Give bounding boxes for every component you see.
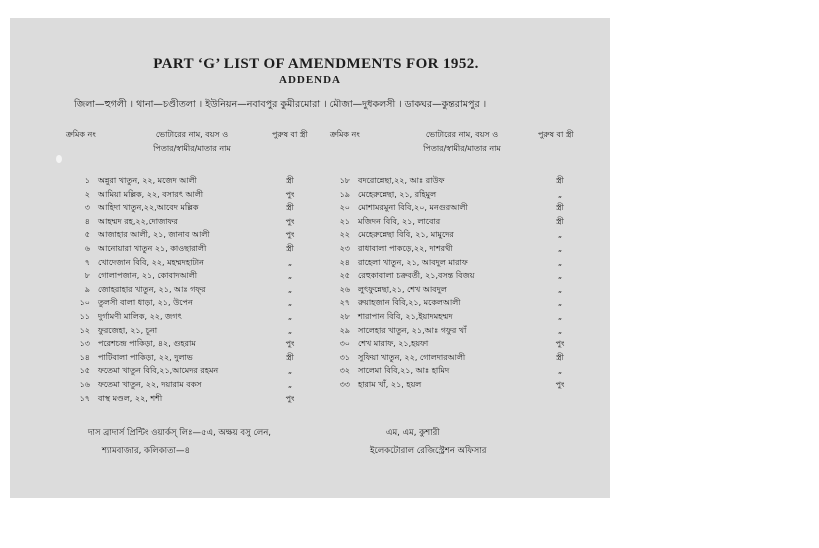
voter-sex: „ [287, 312, 293, 321]
left-header-name-line2: পিতার/স্বামীর/মাতার নাম [153, 144, 231, 153]
printer-line-1: দাস ব্রাদার্স প্রিন্টিং ওয়ার্কস্ লিঃ—৫এ, অক্ষয় বসু লেন, [88, 428, 271, 438]
serial-number: ১৮ [339, 176, 350, 185]
serial-number: ৩ [84, 203, 90, 213]
printer-line-2: শ্যামবাজার, কলিকাতা—৪ [102, 446, 191, 456]
voter-sex: স্ত্রী [286, 176, 294, 185]
voter-name: ফতেমা খাতুন, ২২, দয়ারাম বকস [98, 380, 202, 389]
serial-number: ১৫ [79, 366, 90, 376]
serial-number: ১১ [79, 312, 90, 321]
voter-name: দুর্গামণী মালিক, ২২, জগৎ [98, 312, 182, 321]
document-page [10, 18, 610, 498]
serial-number: ৬ [84, 244, 90, 253]
serial-number: ২১ [339, 216, 350, 226]
voter-sex: স্ত্রী [286, 203, 294, 213]
voter-name: আমিয়া মল্লিক, ২২, বসারৎ আলী [98, 189, 204, 199]
voter-sex: „ [287, 284, 293, 294]
serial-number: ২ [84, 189, 90, 199]
serial-number: ৮ [84, 271, 90, 281]
printer-credit [88, 424, 271, 460]
voter-row [68, 296, 304, 309]
voter-name: রেহুকাবালা চক্রবর্তী, ২১,বসন্ত বিজয় [358, 271, 475, 281]
voter-sex: „ [287, 325, 293, 335]
voter-name: বাস্থ মণ্ডল, ২২, শশী [98, 393, 163, 403]
voter-row [328, 296, 574, 309]
voter-row [328, 256, 574, 269]
officer-title: ইলেকটোরাল রেজিস্ট্রেশন অফিসার [370, 446, 487, 456]
voter-sex: „ [557, 244, 563, 253]
left-header-name-line1: ভোটারের নাম, বয়স ও [155, 130, 229, 139]
voter-name: মোশামরমুনা বিবি,২০, মনগুরআলী [358, 203, 468, 213]
voter-name: শারাপান বিবি, ২১,ইয়াদমহম্মদ [358, 312, 453, 321]
voter-name: আহম্মদ রহ,২২,দোজাফর [98, 216, 178, 226]
voter-sex: „ [557, 325, 563, 335]
voter-row [328, 351, 574, 364]
serial-number: ১ [84, 176, 90, 185]
left-header-serial: ক্রমিক নং [66, 130, 96, 139]
voter-name: লুৎফুন্নেছা,২১, শেখ আবদুল [358, 284, 447, 294]
location-line: জিলা—হুগলী । থানা—চণ্ডীতলা । ইউনিয়ন—নবাবপুর কুমীরমোরা । মৌজা—দুধকলসী । ডাকঘর—কুন্তরামপুর । [74, 99, 487, 110]
serial-number: ২৭ [339, 298, 350, 308]
document-subtitle: ADDENDA [279, 74, 341, 86]
document-title: PART ‘G’ LIST OF AMENDMENTS FOR 1952. [153, 56, 479, 72]
serial-number: ৯ [84, 284, 90, 294]
voter-name: অন্নুরা খাতুন, ২২, মজেদ আলী [98, 176, 197, 185]
serial-number: ১৯ [339, 189, 350, 199]
voter-name: বদরোন্নেছা,২২, আঃ রাউফ [358, 176, 445, 185]
voter-sex: পুং [555, 380, 565, 389]
voter-row [68, 256, 304, 269]
serial-number: ৫ [84, 230, 90, 240]
voter-row [328, 337, 574, 350]
voter-name: খোদেজান বিবি, ২২, মহম্মদহাটান [98, 257, 204, 267]
voter-name: রুয়াহজান বিবি,২১, মকেলআলী [358, 298, 461, 308]
voter-name: ফুরজেহা, ২১, চূনা [98, 325, 158, 335]
voter-name: তুলসী বালা ধাড়া, ২১, উপেন [98, 298, 193, 308]
voter-row [68, 283, 304, 296]
serial-number: ২৪ [339, 257, 350, 267]
voter-sex: পুং [555, 339, 565, 349]
voter-name: জোহরাহার খাতুন, ২১, আঃ গফ্‌র [98, 284, 206, 294]
serial-number: ৩১ [339, 352, 350, 362]
officer-name: এম, এম, কুশারী [386, 428, 440, 438]
voter-name: মজিদন বিবি, ২১, লাবোর [358, 216, 441, 226]
voter-sex: স্ত্রী [556, 176, 564, 185]
voter-row [68, 364, 304, 377]
voter-sex: স্ত্রী [556, 216, 564, 226]
officer-signature-block [370, 424, 486, 460]
voter-sex: স্ত্রী [556, 352, 564, 362]
voter-row [328, 378, 574, 391]
voter-sex: স্ত্রী [286, 352, 294, 362]
voter-name: সালেমা বিবি,২১, আঃ হামিদ [358, 366, 450, 376]
voter-sex: „ [557, 271, 563, 281]
voter-sex: „ [557, 312, 563, 321]
right-header-name-line2: পিতার/স্বামীর/মাতার নাম [423, 144, 501, 153]
voter-sex: „ [287, 257, 293, 267]
voter-row [328, 310, 574, 323]
serial-number: ২০ [339, 203, 350, 213]
voter-row [68, 174, 304, 187]
voter-name: আজাহার আলী, ২১, জানাব আলী [98, 230, 210, 240]
voter-name: রাহেলা খাতুন, ২১, আবদুল মারাফ [358, 257, 468, 267]
voter-sex: পুং [285, 189, 295, 199]
voter-name: আনোয়ারা খাতুন ২১, কাওছারালী [98, 244, 207, 253]
voter-row [328, 215, 574, 228]
voter-name: সুফিয়া খাতুন, ২২, গোলদারআলী [358, 352, 466, 362]
voter-name: রাধাবালা পাকড়ে,২২, দাশরথী [358, 244, 453, 253]
voter-name: পরেশচন্দ্র পাকিড়া, ৪২, গুহরাম [98, 339, 196, 349]
voter-row [68, 201, 304, 214]
serial-number: ৩০ [339, 339, 350, 349]
right-header-name-line1: ভোটারের নাম, বয়স ও [425, 130, 499, 139]
voter-sex: পুং [285, 216, 295, 226]
serial-number: ১৪ [79, 352, 90, 362]
serial-number: ১৬ [79, 380, 90, 389]
voter-name: মেহেরুন্নেছা বিবি, ২১, মামুদের [358, 230, 454, 240]
voter-row [68, 310, 304, 323]
voter-sex: „ [287, 298, 293, 308]
voter-row [328, 188, 574, 201]
voter-sex: পুং [285, 230, 295, 240]
serial-number: ২৬ [339, 284, 350, 294]
serial-number: ১৭ [79, 393, 90, 403]
voter-row [68, 228, 304, 241]
voter-name: ফতেমা খাতুন বিবি,২১,আমেদর রহমন [98, 366, 219, 376]
voter-row [328, 201, 574, 214]
voter-row [328, 283, 574, 296]
voter-sex: „ [287, 380, 293, 389]
voter-name: শেখ মারাফ, ২১,হয়ফা [358, 339, 429, 349]
voter-sex: „ [557, 230, 563, 240]
serial-number: ১২ [79, 325, 90, 335]
voter-sex: „ [557, 298, 563, 308]
voter-sex: পুং [285, 339, 295, 349]
voter-name: হারাম খাঁ, ২১, হয়ল [358, 380, 422, 389]
serial-number: ৪ [84, 216, 90, 226]
serial-number: ৩৩ [339, 380, 350, 389]
paper-speck [56, 155, 62, 163]
voter-row [68, 269, 304, 282]
voter-row [328, 364, 574, 377]
voter-sex: স্ত্রী [286, 244, 294, 253]
serial-number: ১০ [79, 298, 90, 308]
voter-name: গোলাপজান, ২১, কোবাদআলী [98, 271, 198, 281]
voter-sex: „ [557, 189, 563, 199]
voter-row [68, 351, 304, 364]
voter-sex: স্ত্রী [556, 203, 564, 213]
voter-sex: „ [557, 366, 563, 376]
voter-row [68, 378, 304, 391]
voter-sex: „ [287, 366, 293, 376]
voter-sex: „ [287, 271, 293, 281]
voter-name: পাটিবালা পাকিড়া, ২২, দুলাভ [98, 352, 193, 362]
voter-row [68, 242, 304, 255]
voter-sex: „ [557, 257, 563, 267]
serial-number: ২৮ [339, 312, 350, 321]
serial-number: ১৩ [79, 339, 90, 349]
serial-number: ২২ [339, 230, 350, 240]
voter-row [68, 215, 304, 228]
right-header-sex: পুরুষ বা স্ত্রী [538, 130, 574, 139]
voter-row [68, 337, 304, 350]
right-header-name [392, 128, 532, 156]
voter-sex: „ [557, 284, 563, 294]
serial-number: ৩২ [339, 366, 350, 376]
voter-name: আহিদা খাতুন,২২,আবেদ মল্লিক [98, 203, 199, 213]
voter-row [68, 188, 304, 201]
voter-row [68, 324, 304, 337]
voter-name: মেহেরুন্নেছা, ২১, রহিমুল [358, 189, 437, 199]
left-header-sex: পুরুষ বা স্ত্রী [272, 130, 308, 139]
serial-number: ২৩ [339, 244, 350, 253]
voter-sex: পুং [285, 393, 295, 403]
voter-row [68, 392, 304, 405]
voter-row [328, 269, 574, 282]
voter-row [328, 228, 574, 241]
serial-number: ২৯ [339, 325, 350, 335]
voter-row [328, 324, 574, 337]
serial-number: ২৫ [339, 271, 350, 281]
voter-row [328, 242, 574, 255]
right-header-serial: ক্রমিক নং [330, 130, 360, 139]
left-header-name [122, 128, 262, 156]
serial-number: ৭ [84, 257, 90, 267]
voter-row [328, 174, 574, 187]
voter-name: সালেহার খাতুন, ২১,আঃ গফুর খাঁ [358, 325, 467, 335]
